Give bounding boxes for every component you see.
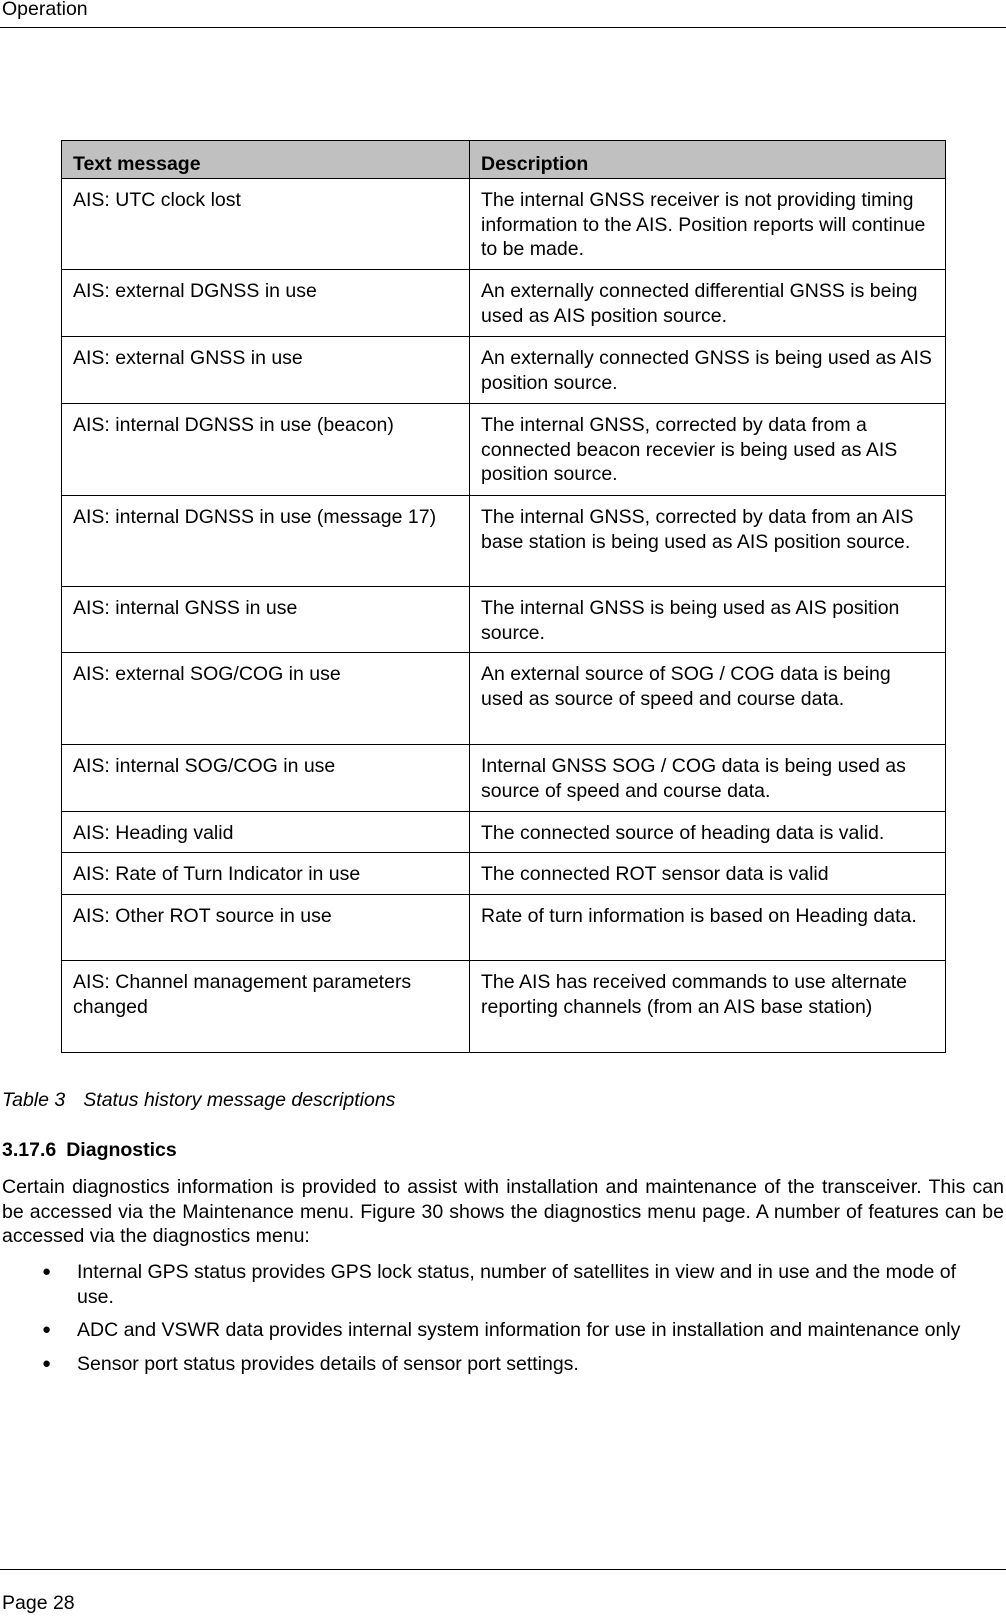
table-row [62,496,946,587]
footer-rule [0,1569,1006,1570]
list-item-text: Internal GPS status provides GPS lock status, number of satellites in view and in use and the mode of use. [77,1261,957,1308]
caption-number: Table 3 [2,1089,66,1111]
cell-description: Internal GNSS SOG / COG data is being used as source of speed and course data. [470,745,946,812]
list-item-text: Sensor port status provides details of sensor port settings. [77,1353,579,1376]
section-number: 3.17.6 [2,1139,57,1161]
cell-description: An externally connected GNSS is being used as AIS position source. [470,337,946,404]
cell-description: The connected source of heading data is valid. [470,812,946,853]
cell-description: The internal GNSS receiver is not providing timing information to the AIS. Position reports will continue to be made. [470,179,946,270]
table-row [62,745,946,812]
table-row [62,895,946,961]
caption-text: Status history message descriptions [83,1089,396,1111]
cell-text-message: AIS: Other ROT source in use [62,895,470,961]
page-number: Page 28 [2,1592,75,1614]
table-row [62,961,946,1053]
cell-description: The internal GNSS is being used as AIS position source. [470,587,946,653]
cell-text-message: AIS: UTC clock lost [62,179,470,270]
cell-description: An external source of SOG / COG data is being used as source of speed and course data. [470,653,946,745]
list-item [0,1260,997,1309]
cell-text-message: AIS: Heading valid [62,812,470,853]
table-row [62,812,946,853]
bullet-icon: ● [42,1263,52,1280]
cell-text-message: AIS: internal GNSS in use [62,587,470,653]
cell-description: The connected ROT sensor data is valid [470,853,946,895]
cell-text-message: AIS: external DGNSS in use [62,270,470,337]
table-row [62,337,946,404]
cell-text-message: AIS: external SOG/COG in use [62,653,470,745]
table-row [62,270,946,337]
table-row [62,179,946,270]
cell-description: The internal GNSS, corrected by data from a connected beacon recevier is being used as AIS position source. [470,404,946,496]
section-heading [2,1139,177,1162]
body-paragraph: Certain diagnostics information is provided to assist with installation and maintenance of the transceiver. This can be accessed via the Maintenance menu. Figure 30 shows the diagnostics menu page. A number of features can be accessed via the diagnostics menu: [2,1176,1004,1248]
list-item-text: ADC and VSWR data provides internal system information for use in installation and maintenance only [77,1319,961,1342]
bullet-icon: ● [42,1321,52,1339]
list-item [0,1352,997,1377]
feature-list [0,1260,1006,1386]
section-title: Diagnostics [66,1139,177,1161]
table-row [62,404,946,496]
table-row [62,653,946,745]
cell-text-message: AIS: internal SOG/COG in use [62,745,470,812]
status-message-table [61,140,946,1053]
cell-text-message: AIS: Channel management parameters changed [62,961,470,1053]
cell-description: The internal GNSS, corrected by data from an AIS base station is being used as AIS position source. [470,496,946,587]
running-header: Operation [2,0,88,20]
cell-text-message: AIS: Rate of Turn Indicator in use [62,853,470,895]
cell-text-message: AIS: internal DGNSS in use (beacon) [62,404,470,496]
cell-text-message: AIS: internal DGNSS in use (message 17) [62,496,470,587]
header-rule [0,27,1006,28]
bullet-icon: ● [42,1355,52,1373]
column-header-text-message: Text message [62,141,470,179]
cell-description: An externally connected differential GNSS is being used as AIS position source. [470,270,946,337]
cell-description: The AIS has received commands to use alternate reporting channels (from an AIS base station) [470,961,946,1053]
table-caption [2,1089,395,1112]
table-row [62,853,946,895]
column-header-description: Description [470,141,946,179]
list-item [0,1318,997,1343]
cell-text-message: AIS: external GNSS in use [62,337,470,404]
cell-description: Rate of turn information is based on Heading data. [470,895,946,961]
table-row [62,587,946,653]
